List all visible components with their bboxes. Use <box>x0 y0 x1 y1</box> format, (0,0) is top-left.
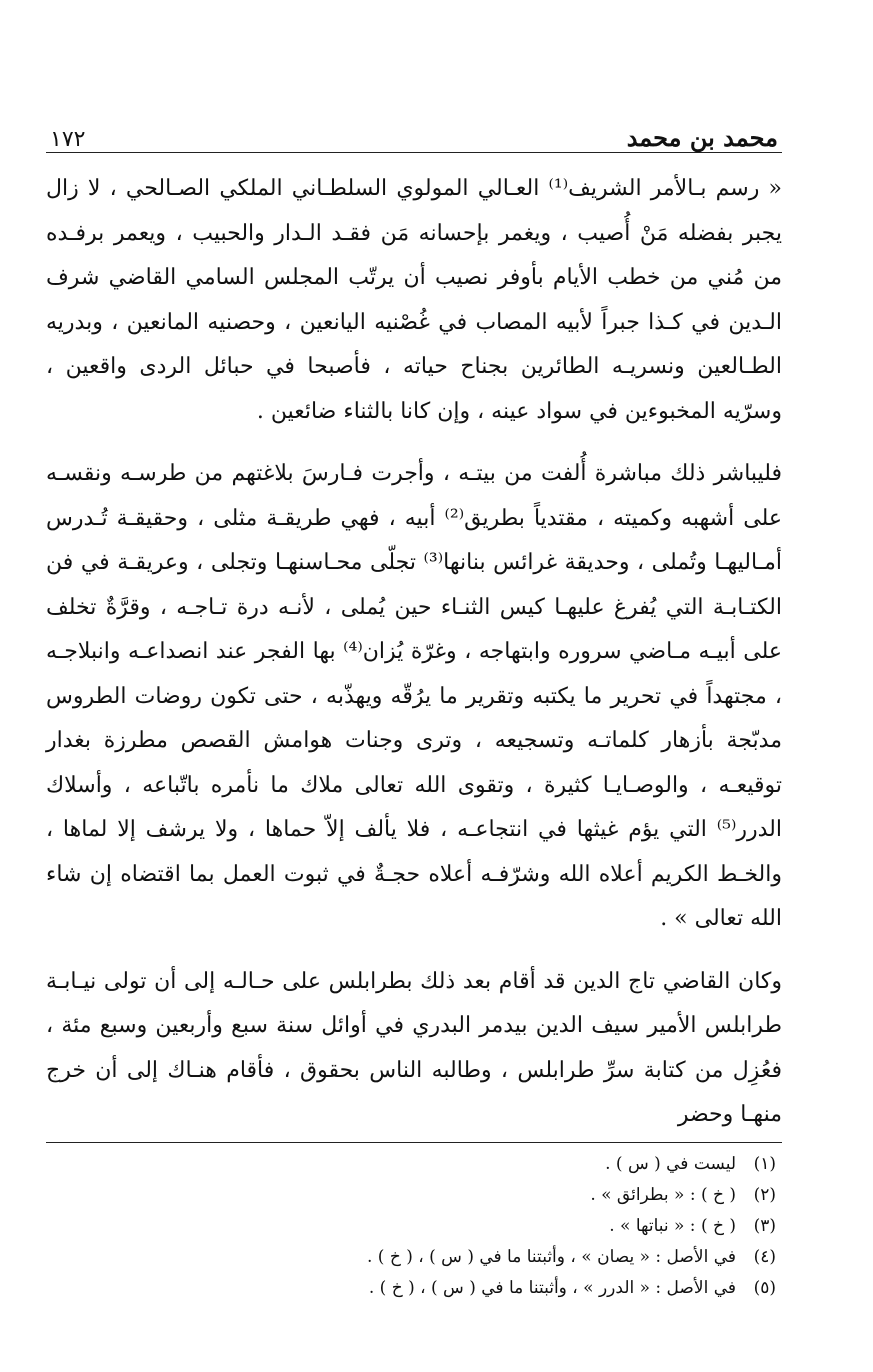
footnote-text: ليست في ( س ) . <box>605 1153 736 1174</box>
footnotes <box>46 1149 782 1304</box>
footnote-number: (٣) <box>753 1215 776 1236</box>
paragraph: وكان القاضي تاج الدين قد أقام بعد ذلك بطرابلس على حـالـه إلى أن تولى نيـابـة طرابلس الأمير سيف الدين بيدمر البدري في أوائل سنة سبع وأربعين وسبع مئة ، فعُزِل من كتابة سرِّ طرابلس ، وطالبه الناس بحقوق ، فأقام هنـاك إلى أن خرج منهـا وحضر <box>46 968 782 1127</box>
footnote <box>46 1180 776 1211</box>
footnote-number: (١) <box>753 1153 776 1174</box>
page-number: ١٧٢ <box>50 127 86 152</box>
paragraph: فليباشر ذلك مباشرة أُلفت من بيتـه ، وأجرت فـارسَ بلاغتهم من طرسـه ونقسـه على أشهبه وكميته ، مقتدياً بطريق⁽²⁾ أبيه ، فهي طريقـة مثلى ، وحقيقـة تُـدرس أمـاليهـا وتُملى ، وحديقة غرائس بنانها⁽³⁾ تجلّى محـاسنهـا وتجلى ، وعريقـة في فن الكتـابـة التي يُفرغ عليهـا كيس الثنـاء حين يُملى ، لأنـه درة تـاجـه ، وقرَّةٌ تخلف على أبيـه مـاضي سروره وابتهاجه ، وغرّة يُزان⁽⁴⁾ بها الفجر عند انصداعـه وانبلاجـه ، مجتهداً في تحرير ما يكتبه وتقرير ما يرُقّه ويهذّبه ، حتى تكون روضات الطروس مدبّجة بأزهار كلماتـه وتسجيعه ، وترى وجنات هوامش القصص مطرزة بغدار توقيعـه ، والوصـايـا كثيرة ، وتقوى الله تعالى ملاك ما نأمره باتّباعه ، وأسلاك الدرر⁽⁵⁾ التي يؤم غيثها في انتجاعـه ، فلا يألف إلاّ حماها ، ولا يرشف إلا لماها ، والخـط الكريم أعلاه الله وشرّفـه أعلاه حجـةٌ في ثبوت العمل بما اقتضاه إن شاء الله تعالى » . <box>46 461 783 931</box>
paragraph: « رسم بـالأمر الشريف⁽¹⁾ العـالي المولوي السلطـاني الملكي الصـالحي ، لا زال يجبر بفضله مَنْ أُصيب ، ويغمر بإحسانه مَن فقـد الـدار والحبيب ، ويعمر برفـده من مُني من خطب الأيام بأوفر نصيب أن يرتّب المجلس السامي القاضي شرف الـدين في كـذا جبراً لأبيه المصاب في غُصْنيه اليانعين ، وحصنيه المانعين ، وبدريه الطـالعين ونسريـه الطائرين بجناح حياته ، فأصبحا في حبائل الردى واقعين ، وسرّيه المخبوءين في سواد عينه ، وإن كانا بالثناء ضائعين . <box>46 176 782 424</box>
body-text <box>46 167 782 1138</box>
footnote <box>46 1273 776 1304</box>
footnote-number: (٥) <box>753 1277 776 1298</box>
running-title: محمد بن محمد <box>626 123 778 152</box>
page-header <box>46 112 782 153</box>
footnote <box>46 1242 776 1273</box>
footnote-number: (٢) <box>753 1184 776 1205</box>
book-page <box>46 112 782 1304</box>
footnote-separator <box>46 1142 782 1143</box>
footnote <box>46 1149 776 1180</box>
footnote-text: في الأصل : « يصان » ، وأثبتنا ما في ( س ) ، ( خ ) . <box>366 1246 736 1267</box>
footnote-text: ( خ ) : « نباتها » . <box>609 1215 736 1236</box>
footnote <box>46 1211 776 1242</box>
footnote-text: ( خ ) : « بطرائق » . <box>590 1184 736 1205</box>
footnote-number: (٤) <box>753 1246 776 1267</box>
footnote-text: في الأصل : « الدرر » ، وأثبتنا ما في ( س ) ، ( خ ) . <box>368 1277 736 1298</box>
